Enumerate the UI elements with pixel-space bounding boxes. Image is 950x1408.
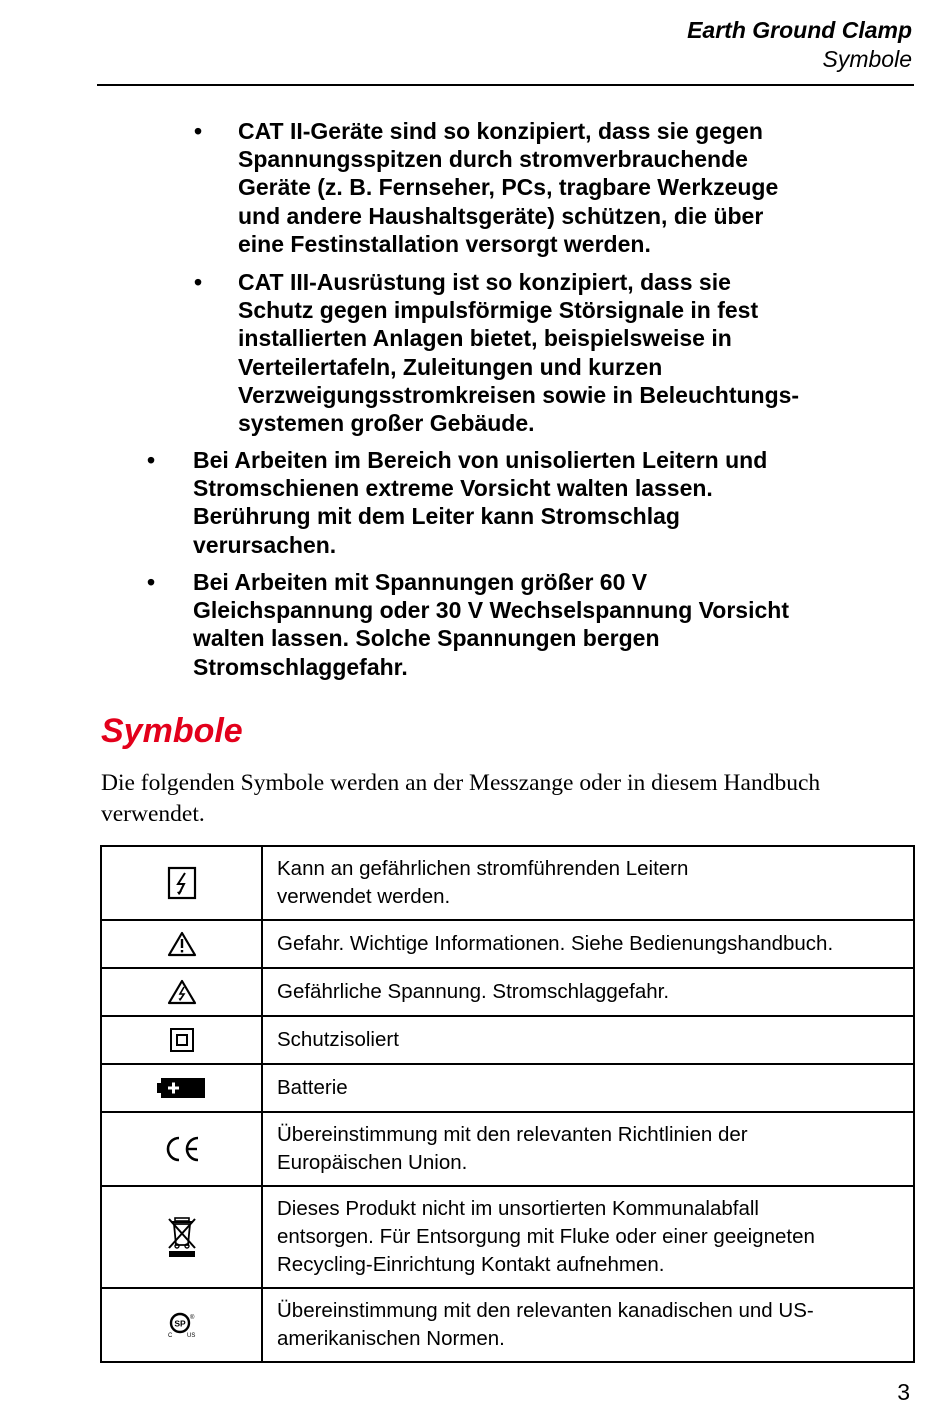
symbol-cell xyxy=(101,1288,262,1362)
text-line: Recycling-Einrichtung Kontakt aufnehmen. xyxy=(277,1253,665,1276)
text-line: eine Festinstallation versorgt werden. xyxy=(238,230,651,257)
ce-mark-icon xyxy=(162,1134,202,1164)
live-conductor-icon xyxy=(167,866,197,900)
table-row xyxy=(101,1112,914,1186)
symbol-description xyxy=(262,1016,914,1064)
text-line: Dieses Produkt nicht im unsortierten Kommunalabfall xyxy=(277,1197,759,1220)
list-item-text xyxy=(238,117,778,258)
text-line: Verzweigungsstromkreisen sowie in Beleuchtungs- xyxy=(238,381,800,408)
text-line: verursachen. xyxy=(193,531,337,558)
symbols-table xyxy=(100,845,915,1363)
section-title: Symbole xyxy=(101,712,243,750)
table-row xyxy=(101,846,914,920)
list-item-text xyxy=(193,568,789,681)
registered-mark: ® xyxy=(189,1315,194,1321)
hazardous-voltage-icon xyxy=(167,979,197,1005)
text-line: systemen großer Gebäude. xyxy=(238,410,535,437)
section-intro: Die folgenden Symbole werden an der Messzange oder in diesem Handbuch verwendet. xyxy=(101,770,821,827)
double-insulation-icon xyxy=(169,1027,195,1053)
header-title: Earth Ground Clamp xyxy=(687,17,912,43)
text-line: Schutzisoliert xyxy=(277,1028,399,1051)
bullet-icon: • xyxy=(194,118,203,144)
text-line: Gefährliche Spannung. Stromschlaggefahr. xyxy=(277,980,670,1003)
text-line: Spannungsspitzen durch stromverbrauchende xyxy=(238,146,748,173)
text-line: Bei Arbeiten mit Spannungen größer 60 V xyxy=(193,569,648,595)
text-line: Europäischen Union. xyxy=(277,1151,468,1174)
bullet-icon: • xyxy=(147,447,156,473)
symbol-cell xyxy=(101,1064,262,1112)
text-line: walten lassen. Solche Spannungen bergen xyxy=(193,625,660,652)
text-line: Verteilertafeln, Zuleitungen und kurzen xyxy=(238,353,663,380)
header-rule xyxy=(97,84,914,86)
table-row xyxy=(101,1186,914,1288)
symbol-description xyxy=(262,1064,914,1112)
text-line: entsorgen. Für Entsorgung mit Fluke oder einer geeigneten xyxy=(277,1225,815,1248)
text-line: Gleichspannung oder 30 V Wechselspannung Vorsicht xyxy=(193,597,789,624)
svg-text:SP: SP xyxy=(173,1318,186,1329)
symbol-cell xyxy=(101,1112,262,1186)
csa-c-label: C xyxy=(167,1333,172,1339)
csa-mark-icon xyxy=(160,1310,204,1340)
running-header xyxy=(687,16,912,74)
text-line: Geräte (z. B. Fernseher, PCs, tragbare Werkzeuge xyxy=(238,174,779,201)
symbol-description xyxy=(262,1288,914,1362)
symbol-description xyxy=(262,920,914,968)
table-row xyxy=(101,1288,914,1362)
symbol-cell xyxy=(101,1016,262,1064)
symbol-cell xyxy=(101,1186,262,1288)
symbol-description xyxy=(262,846,914,920)
symbol-description xyxy=(262,1186,914,1288)
table-row xyxy=(101,920,914,968)
bullet-icon: • xyxy=(147,569,156,595)
text-line: Berührung mit dem Leiter kann Stromschlag xyxy=(193,503,680,530)
text-line: Stromschlaggefahr. xyxy=(193,653,408,680)
page-number: 3 xyxy=(897,1379,910,1405)
symbol-description xyxy=(262,1112,914,1186)
text-line: CAT III-Ausrüstung ist so konzipiert, dass sie xyxy=(238,269,731,295)
list-item-text xyxy=(238,268,799,437)
weee-bin-icon xyxy=(166,1215,198,1259)
text-line: Bei Arbeiten im Bereich von unisolierten Leitern und xyxy=(193,447,768,473)
battery-icon xyxy=(157,1076,207,1100)
text-line: Batterie xyxy=(277,1076,348,1099)
text-line: amerikanischen Normen. xyxy=(277,1327,505,1350)
text-line: CAT II-Geräte sind so konzipiert, dass sie gegen xyxy=(238,118,763,144)
text-line: installierten Anlagen bietet, beispielsweise in xyxy=(238,325,732,352)
symbol-cell xyxy=(101,968,262,1016)
symbol-cell xyxy=(101,846,262,920)
text-line: Übereinstimmung mit den relevanten Richtlinien der xyxy=(277,1123,748,1146)
text-line: Gefahr. Wichtige Informationen. Siehe Bedienungshandbuch. xyxy=(277,932,834,955)
text-line: und andere Haushaltsgeräte) schützen, die über xyxy=(238,202,764,229)
symbol-description xyxy=(262,968,914,1016)
table-row xyxy=(101,1016,914,1064)
table-row xyxy=(101,968,914,1016)
list-item-text xyxy=(193,446,767,559)
warning-triangle-icon xyxy=(167,931,197,957)
symbol-cell xyxy=(101,920,262,968)
text-line: verwendet werden. xyxy=(277,885,451,908)
csa-us-label: US xyxy=(186,1333,195,1339)
header-subtitle: Symbole xyxy=(822,46,912,72)
text-line: Stromschienen extreme Vorsicht walten lassen. xyxy=(193,475,713,502)
table-row xyxy=(101,1064,914,1112)
bullet-icon: • xyxy=(194,269,203,295)
text-line: Schutz gegen impulsförmige Störsignale in fest xyxy=(238,297,759,324)
text-line: Übereinstimmung mit den relevanten kanadischen und US- xyxy=(277,1299,814,1322)
text-line: Kann an gefährlichen stromführenden Leitern xyxy=(277,857,689,880)
